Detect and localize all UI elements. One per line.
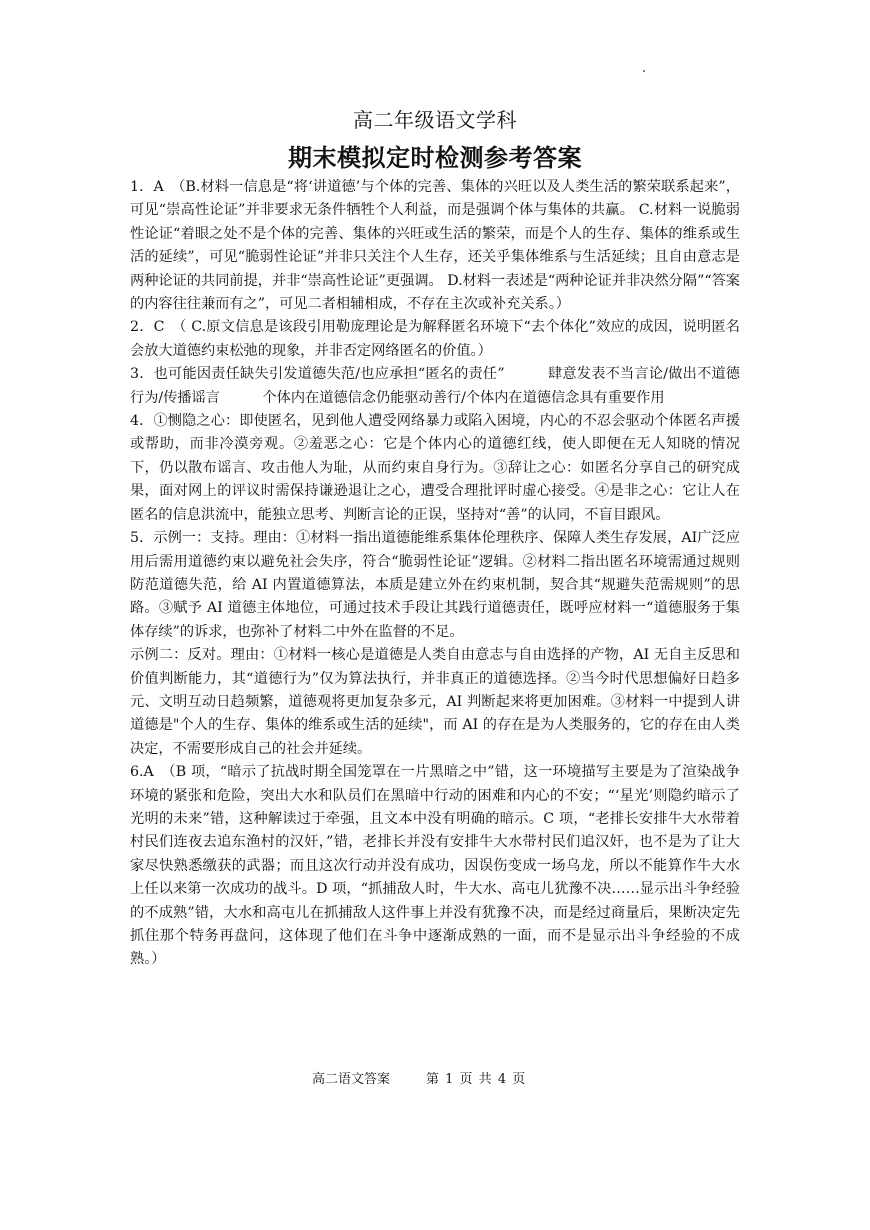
answer-5-example-2: 示例二：反对。理由：①材料一核心是道德是人类自由意志与自由选择的产物，AI 无自主反思和价值判断能力，其“道德行为”仅为算法执行，并非真正的道德选择。②当今时代思想偏好日趋多元、文明互动日趋频繁，道德观将更加复杂多元，AI 判断起来将更加困难。③材料一中提到人讲道德是"个人的生存、集体的维系或生活的延续"，而 AI 的存在是为人类服务的，它的存在由人类决定，不需要形成自己的社会并延续。 xyxy=(130,647,740,757)
answer-3: 3．也可能因责任缺失引发道德失范/也应承担“匿名的责任” 肆意发表不当言论/做出不道德行为/传播谣言 个体内在道德信念仍能驱动善行/个体内在道德信念具有重要作用 xyxy=(130,366,740,406)
answer-4: 4．①恻隐之心：即使匿名，见到他人遭受网络暴力或陷入困境，内心的不忍会驱动个体匿名声援或帮助，而非冷漠旁观。②羞恶之心：它是个体内心的道德红线，使人即便在无人知晓的情况下，仍以散布谣言、攻击他人为耻，从而约束自身行为。③辞让之心：如匿名分享自己的研究成果，面对网上的评议时需保持谦逊退让之心，遭受合理批评时虚心接受。④是非之心：它让人在匿名的信息洪流中，能独立思考、判断言论的正误，坚持对“善”的认同，不盲目跟风。 xyxy=(130,413,740,523)
footer-page-number: 第 1 页 共 4 页 xyxy=(426,1072,526,1087)
scan-dot xyxy=(643,70,645,72)
answer-2: 2．C （ C.原文信息是该段引用勒庞理论是为解释匿名环境下“去个体化”效应的成因，说明匿名会放大道德约束松弛的现象，并非否定网络匿名的价值。） xyxy=(130,319,740,359)
answer-1: 1．A （B.材料一信息是“将‘讲道德’与个体的完善、集体的兴旺以及人类生活的繁荣联系起来”，可见“崇高性论证”并非要求无条件牺牲个人利益，而是强调个体与集体的共赢。 C.材料一说脆弱性论证“着眼之处不是个体的完善、集体的兴旺或生活的繁荣，而是个人的生存、集体的维系或生活的延续”，可见“脆弱性论证”并非只关注个人生存，还关乎集体维系与生活延续；且自由意志是两种论证的共同前提，并非“崇高性论证”更强调。 D.材料一表述是“两种论证并非决然分隔”“答案的内容往往兼而有之”，可见二者相辅相成，不存在主次或补充关系。） xyxy=(130,179,740,313)
answer-6: 6.A （B 项，“暗示了抗战时期全国笼罩在一片黑暗之中”错，这一环境描写主要是为了渲染战争环境的紧张和危险，突出大水和队员们在黑暗中行动的困难和内心的不安；“‘星光’则隐约暗示了光明的未来”错，这种解读过于牵强，且文本中没有明确的暗示。C 项，“老排长安排牛大水带着村民们连夜去追东渔村的汉奸，”错，老排长并没有安排牛大水带村民们追汉奸，也不是为了让大家尽快熟悉缴获的武器；而且这次行动并没有成功，因误伤变成一场乌龙，所以不能算作牛大水上任以来第一次成功的战斗。D 项，“抓捕敌人时，牛大水、高屯儿犹豫不决……显示出斗争经验的不成熟”错，大水和高屯儿在抓捕敌人这件事上并没有犹豫不决，而是经过商量后，果断决定先抓住那个特务再盘问，这体现了他们在斗争中逐渐成熟的一面，而不是显示出斗争经验的不成熟。） xyxy=(130,764,740,968)
page-title: 期末模拟定时检测参考答案 xyxy=(288,143,582,172)
answer-5-example-1: 5．示例一：支持。理由：①材料一指出道德能维系集体伦理秩序、保障人类生存发展，AI广泛应用后需用道德约束以避免社会失序，符合“脆弱性论证”逻辑。②材料二指出匿名环境需通过规则防范道德失范，给 AI 内置道德算法，本质是建立外在约束机制，契合其“规避失范需规则”的思路。③赋予 AI 道德主体地位，可通过技术手段让其践行道德责任，既呼应材料一“道德服务于集体存续”的诉求，也弥补了材料二中外在监督的不足。 xyxy=(130,530,740,640)
footer-doc-name: 高二语文答案 xyxy=(312,1072,391,1087)
answer-content xyxy=(130,176,740,972)
page-footer xyxy=(312,1068,525,1087)
page-subtitle: 高二年级语文学科 xyxy=(353,108,517,132)
